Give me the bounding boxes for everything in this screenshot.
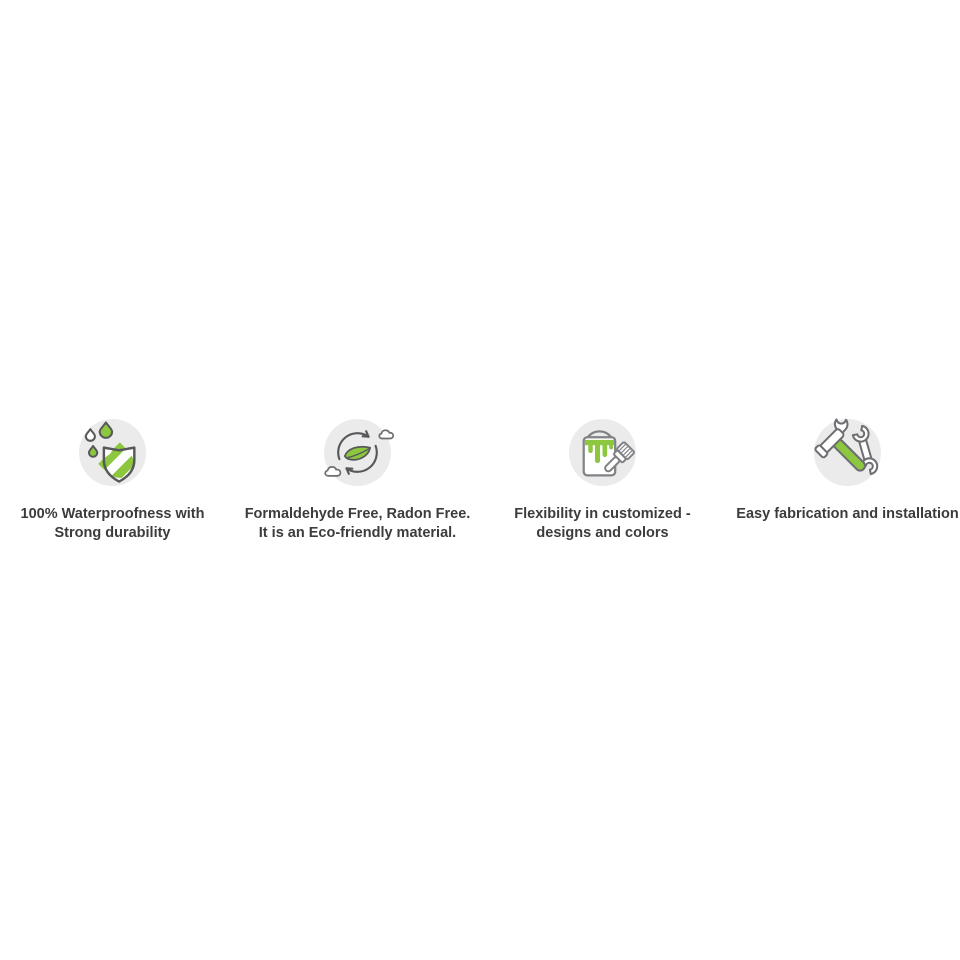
feature-waterproofness (0, 419, 235, 543)
caption-line: Easy fabrication and installation (736, 506, 959, 522)
shield-water-drops-icon (79, 419, 146, 486)
feature-custom-designs (480, 419, 725, 543)
feature-caption (245, 505, 471, 543)
feature-caption (21, 505, 205, 543)
caption-line: Flexibility in customized - (514, 506, 691, 522)
caption-line: It is an Eco-friendly material. (258, 525, 457, 541)
caption-line: designs and colors (536, 525, 669, 541)
caption-line: 100% Waterproofness with (20, 506, 205, 522)
feature-caption (736, 505, 958, 524)
caption-line: Strong durability (54, 525, 171, 541)
feature-eco-friendly (235, 419, 480, 543)
hammer-wrench-icon (814, 419, 881, 486)
eco-recycle-leaf-icon (324, 419, 391, 486)
caption-line: Formaldehyde Free, Radon Free. (244, 506, 471, 522)
features-section (0, 419, 960, 543)
feature-caption (514, 505, 690, 543)
cloud-top-right (379, 430, 393, 438)
feature-easy-installation (725, 419, 960, 543)
paint-bucket-brush-icon (569, 419, 636, 486)
